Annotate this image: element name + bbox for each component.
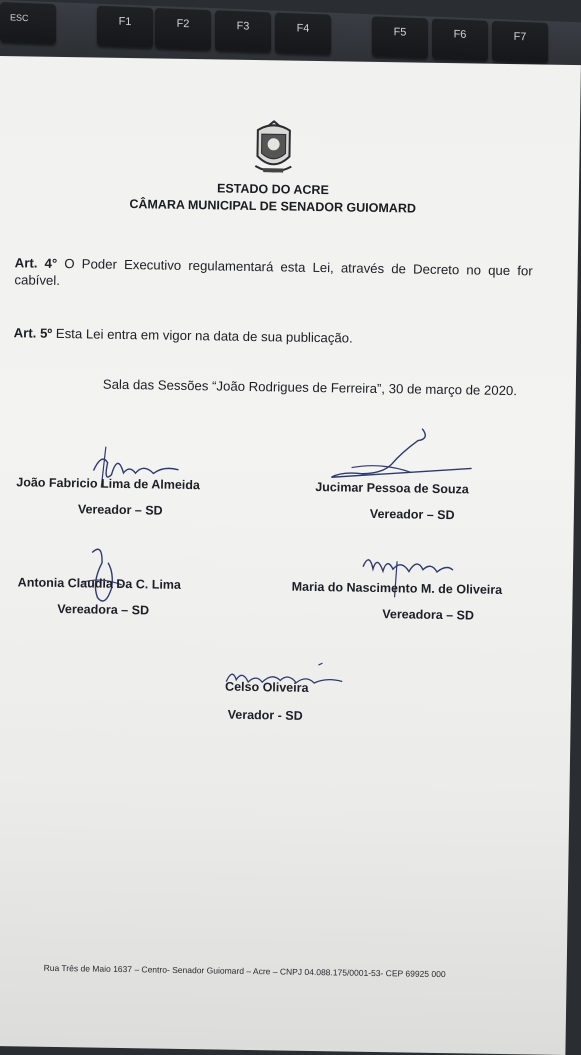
coat-of-arms-icon	[251, 120, 296, 179]
article-5-label: Art. 5º	[13, 325, 53, 341]
signature-mark-4	[356, 547, 467, 609]
key-f3: F3	[215, 10, 271, 52]
signatory-1-name: João Fabricio Lima de Almeida	[16, 475, 201, 493]
session-line: Sala das Sessões “João Rodrigues de Ferreira”, 30 de março de 2020.	[102, 376, 518, 399]
key-f1: F1	[97, 6, 153, 48]
signatory-4-name: Maria do Nascimento M. de Oliveira	[291, 579, 503, 597]
article-4-text: O Poder Executivo regulamentará esta Lei, através de Decreto no que for cabível.	[14, 255, 533, 288]
document-page	[0, 56, 581, 1055]
key-f6: F6	[432, 19, 488, 61]
signatory-2-name: Jucimar Pessoa de Souza	[315, 480, 469, 497]
signatory-5-role: Verador - SD	[227, 707, 303, 723]
key-esc: ESC	[0, 2, 56, 44]
signatory-3-name: Antonia Claudia Da C. Lima	[17, 575, 182, 592]
key-f2: F2	[155, 8, 211, 50]
article-5-text: Esta Lei entra em vigor na data de sua publicação.	[52, 325, 353, 346]
key-f7: F7	[492, 21, 548, 63]
signatory-5-name: Celso Oliveira	[225, 679, 309, 695]
article-5	[14, 324, 532, 349]
signatory-2-role: Vereador – SD	[369, 506, 455, 523]
header-state: ESTADO DO ACRE	[216, 181, 329, 198]
footer-address: Rua Três de Maio 1637 – Centro- Senador Guiomard – Acre – CNPJ 04.088.175/0001-53- CEP 69925 000	[43, 962, 446, 980]
key-f5: F5	[372, 16, 428, 58]
signatory-4-role: Vereadora – SD	[382, 607, 475, 623]
signatory-1-role: Vereador – SD	[77, 502, 163, 518]
header-chamber: CÂMARA MUNICIPAL DE SENADOR GUIOMARD	[129, 197, 417, 216]
article-4	[14, 254, 532, 296]
article-4-label: Art. 4°	[14, 255, 58, 271]
key-f4: F4	[275, 13, 331, 55]
signatory-3-role: Vereadora – SD	[57, 601, 150, 618]
